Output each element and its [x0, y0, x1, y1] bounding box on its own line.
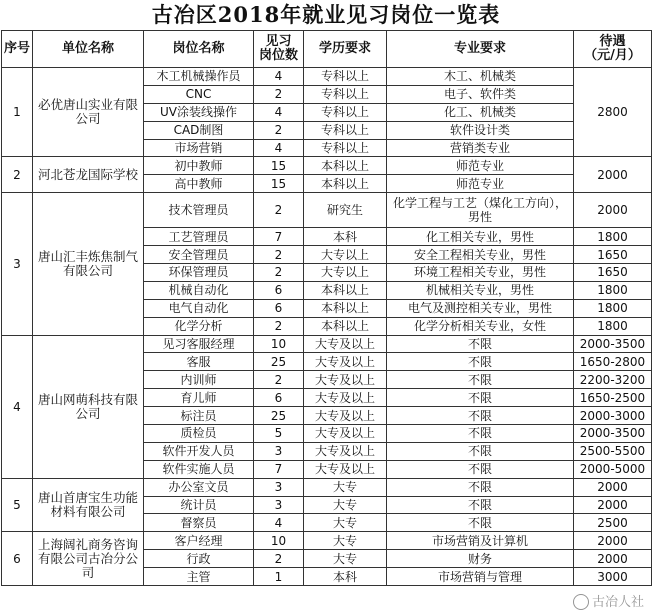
serial-number-cell: 1: [2, 68, 33, 157]
pay-cell: 2200-3200: [574, 371, 652, 389]
pay-cell: 2500: [574, 514, 652, 532]
major-cell: 不限: [387, 371, 574, 389]
education-cell: 大专及以上: [304, 371, 387, 389]
education-cell: 大专: [304, 550, 387, 568]
post-name-cell: CAD制图: [144, 121, 254, 139]
post-name-cell: 软件实施人员: [144, 460, 254, 478]
major-cell: 不限: [387, 460, 574, 478]
pay-cell: 1800: [574, 317, 652, 335]
post-name-cell: 客户经理: [144, 532, 254, 550]
post-count-cell: 6: [254, 299, 304, 317]
education-cell: 专科以上: [304, 85, 387, 103]
pay-cell: 1650-2500: [574, 389, 652, 407]
major-cell: 不限: [387, 442, 574, 460]
post-name-cell: 机械自动化: [144, 281, 254, 299]
education-cell: 大专及以上: [304, 407, 387, 425]
post-count-cell: 7: [254, 460, 304, 478]
education-cell: 专科以上: [304, 121, 387, 139]
education-cell: 本科以上: [304, 281, 387, 299]
post-count-cell: 2: [254, 371, 304, 389]
major-cell: 不限: [387, 389, 574, 407]
major-cell: 化学分析相关专业，女性: [387, 317, 574, 335]
education-cell: 专科以上: [304, 103, 387, 121]
post-name-cell: 育儿师: [144, 389, 254, 407]
pay-cell: 2000: [574, 478, 652, 496]
table-row: [2, 68, 652, 86]
pay-cell: 1650: [574, 246, 652, 264]
education-cell: 大专及以上: [304, 389, 387, 407]
major-cell: 化工、机械类: [387, 103, 574, 121]
education-cell: 本科以上: [304, 299, 387, 317]
post-count-cell: 4: [254, 139, 304, 157]
post-name-cell: 初中教师: [144, 157, 254, 175]
major-cell: 市场营销与管理: [387, 568, 574, 586]
post-count-cell: 15: [254, 157, 304, 175]
company-name-cell: 唐山网萌科技有限公司: [33, 335, 144, 478]
post-count-cell: 25: [254, 353, 304, 371]
post-count-cell: 3: [254, 478, 304, 496]
post-count-cell: 15: [254, 175, 304, 193]
post-name-cell: 技术管理员: [144, 193, 254, 228]
table-title: 古冶区2018年就业见习岗位一览表: [151, 2, 501, 27]
header-cell: 专业要求: [387, 31, 574, 68]
pay-cell: 3000: [574, 568, 652, 586]
education-cell: 大专: [304, 514, 387, 532]
major-cell: 电气及测控相关专业，男性: [387, 299, 574, 317]
major-cell: 化学工程与工艺（煤化工方向），男性: [387, 193, 574, 228]
post-name-cell: 质检员: [144, 425, 254, 443]
serial-number-cell: 3: [2, 193, 33, 335]
major-cell: 化工相关专业，男性: [387, 228, 574, 246]
education-cell: 本科: [304, 568, 387, 586]
post-name-cell: 工艺管理员: [144, 228, 254, 246]
major-cell: 不限: [387, 425, 574, 443]
pay-cell: 2000: [574, 193, 652, 228]
serial-number-cell: 6: [2, 532, 33, 586]
education-cell: 大专以上: [304, 264, 387, 282]
post-name-cell: 见习客服经理: [144, 335, 254, 353]
header-cell: 序号: [2, 31, 33, 68]
pay-cell: 2000: [574, 157, 652, 193]
pay-cell: 1800: [574, 299, 652, 317]
header-cell: 见习 岗位数: [254, 31, 304, 68]
post-name-cell: 内训师: [144, 371, 254, 389]
post-count-cell: 7: [254, 228, 304, 246]
post-count-cell: 4: [254, 103, 304, 121]
post-count-cell: 25: [254, 407, 304, 425]
post-count-cell: 6: [254, 389, 304, 407]
major-cell: 环境工程相关专业，男性: [387, 264, 574, 282]
post-name-cell: 化学分析: [144, 317, 254, 335]
post-name-cell: 市场营销: [144, 139, 254, 157]
major-cell: 市场营销及计算机: [387, 532, 574, 550]
table-row: [2, 157, 652, 175]
major-cell: 师范专业: [387, 175, 574, 193]
post-name-cell: CNC: [144, 85, 254, 103]
major-cell: 财务: [387, 550, 574, 568]
header-cell: 单位名称: [33, 31, 144, 68]
company-name-cell: 唐山首唐宝生功能材料有限公司: [33, 478, 144, 532]
post-name-cell: 安全管理员: [144, 246, 254, 264]
internship-table: [1, 30, 652, 586]
company-name-cell: 唐山汇丰炼焦制气有限公司: [33, 193, 144, 335]
post-name-cell: 软件开发人员: [144, 442, 254, 460]
post-name-cell: 主管: [144, 568, 254, 586]
education-cell: 大专: [304, 496, 387, 514]
header-cell: 学历要求: [304, 31, 387, 68]
education-cell: 大专: [304, 532, 387, 550]
header-cell: 待遇 （元/月）: [574, 31, 652, 68]
pay-cell: 1800: [574, 281, 652, 299]
education-cell: 大专及以上: [304, 460, 387, 478]
post-count-cell: 5: [254, 425, 304, 443]
major-cell: 电子、软件类: [387, 85, 574, 103]
education-cell: 本科以上: [304, 175, 387, 193]
pay-cell: 2000-3000: [574, 407, 652, 425]
post-name-cell: 客服: [144, 353, 254, 371]
company-name-cell: 上海阔礼商务咨询有限公司古冶分公司: [33, 532, 144, 586]
major-cell: 不限: [387, 514, 574, 532]
post-count-cell: 2: [254, 121, 304, 139]
pay-cell: 2000: [574, 532, 652, 550]
company-name-cell: 河北苍龙国际学校: [33, 157, 144, 193]
pay-cell: 2000-3500: [574, 425, 652, 443]
education-cell: 专科以上: [304, 68, 387, 86]
post-name-cell: 行政: [144, 550, 254, 568]
education-cell: 大专及以上: [304, 425, 387, 443]
post-count-cell: 2: [254, 193, 304, 228]
post-count-cell: 1: [254, 568, 304, 586]
watermark: [573, 591, 644, 611]
post-count-cell: 4: [254, 68, 304, 86]
major-cell: 软件设计类: [387, 121, 574, 139]
serial-number-cell: 5: [2, 478, 33, 532]
pay-cell: 2000-5000: [574, 460, 652, 478]
major-cell: 木工、机械类: [387, 68, 574, 86]
post-count-cell: 6: [254, 281, 304, 299]
post-name-cell: 木工机械操作员: [144, 68, 254, 86]
table-row: [2, 532, 652, 550]
post-name-cell: 标注员: [144, 407, 254, 425]
post-name-cell: 统计员: [144, 496, 254, 514]
major-cell: 师范专业: [387, 157, 574, 175]
post-count-cell: 2: [254, 85, 304, 103]
serial-number-cell: 4: [2, 335, 33, 478]
education-cell: 专科以上: [304, 139, 387, 157]
company-name-cell: 必优唐山实业有限公司: [33, 68, 144, 157]
table-row: [2, 193, 652, 228]
education-cell: 本科以上: [304, 317, 387, 335]
major-cell: 营销类专业: [387, 139, 574, 157]
education-cell: 大专: [304, 478, 387, 496]
major-cell: 机械相关专业，男性: [387, 281, 574, 299]
pay-cell: 2000: [574, 496, 652, 514]
post-count-cell: 10: [254, 532, 304, 550]
education-cell: 大专及以上: [304, 335, 387, 353]
major-cell: 不限: [387, 353, 574, 371]
wechat-logo-icon: [573, 594, 589, 610]
post-count-cell: 3: [254, 442, 304, 460]
watermark-text: 古冶人社: [591, 594, 644, 610]
education-cell: 本科以上: [304, 157, 387, 175]
post-name-cell: UV涂装线操作: [144, 103, 254, 121]
education-cell: 大专及以上: [304, 442, 387, 460]
major-cell: 不限: [387, 407, 574, 425]
post-count-cell: 10: [254, 335, 304, 353]
post-name-cell: 办公室文员: [144, 478, 254, 496]
serial-number-cell: 2: [2, 157, 33, 193]
pay-cell: 1650: [574, 264, 652, 282]
pay-cell: 2000-3500: [574, 335, 652, 353]
major-cell: 不限: [387, 335, 574, 353]
post-name-cell: 督察员: [144, 514, 254, 532]
post-name-cell: 电气自动化: [144, 299, 254, 317]
education-cell: 研究生: [304, 193, 387, 228]
post-count-cell: 2: [254, 317, 304, 335]
table-row: [2, 335, 652, 353]
post-count-cell: 2: [254, 550, 304, 568]
major-cell: 不限: [387, 496, 574, 514]
post-count-cell: 2: [254, 264, 304, 282]
education-cell: 大专及以上: [304, 353, 387, 371]
header-cell: 岗位名称: [144, 31, 254, 68]
major-cell: 安全工程相关专业，男性: [387, 246, 574, 264]
post-name-cell: 高中教师: [144, 175, 254, 193]
post-count-cell: 4: [254, 514, 304, 532]
pay-cell: 2000: [574, 550, 652, 568]
pay-cell: 1800: [574, 228, 652, 246]
pay-cell: 2500-5500: [574, 442, 652, 460]
education-cell: 大专以上: [304, 246, 387, 264]
pay-cell: 2800: [574, 68, 652, 157]
post-name-cell: 环保管理员: [144, 264, 254, 282]
post-count-cell: 2: [254, 246, 304, 264]
post-count-cell: 3: [254, 496, 304, 514]
table-row: [2, 478, 652, 496]
education-cell: 本科: [304, 228, 387, 246]
pay-cell: 1650-2800: [574, 353, 652, 371]
major-cell: 不限: [387, 478, 574, 496]
header-row: [2, 31, 652, 68]
